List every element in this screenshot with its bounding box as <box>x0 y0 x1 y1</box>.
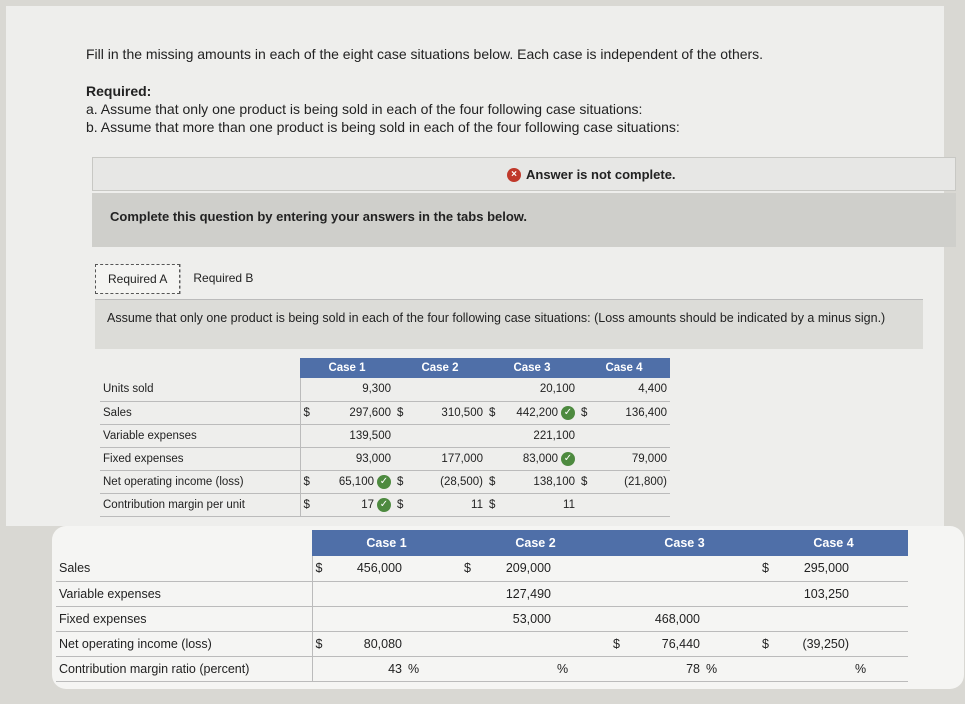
b-noi-case-3[interactable]: 76,440 <box>628 631 703 656</box>
case-2-header: Case 2 <box>394 358 486 378</box>
b-fixed-case-1[interactable] <box>330 606 405 631</box>
table-row <box>100 401 670 424</box>
row-label: Sales <box>56 556 312 581</box>
case-3-header: Case 3 <box>610 530 759 556</box>
noi-case-4[interactable]: (21,800) <box>600 470 670 493</box>
row-label: Fixed expenses <box>100 447 300 470</box>
required-a-table <box>100 358 670 517</box>
dollar-sign: $ <box>461 556 479 581</box>
error-x-icon: × <box>507 168 521 182</box>
answer-status-text: Answer is not complete. <box>526 167 676 182</box>
answer-status-banner <box>92 157 956 191</box>
cm-unit-case-3[interactable]: 11 <box>508 493 578 516</box>
tab-required-b[interactable]: Required B <box>180 264 265 294</box>
table-row <box>56 606 908 631</box>
correct-check-icon: ✓ <box>561 406 575 420</box>
dollar-sign: $ <box>610 631 628 656</box>
cm-unit-case-2[interactable]: 11 <box>416 493 486 516</box>
dollar-sign: $ <box>578 401 600 424</box>
table-row <box>56 556 908 581</box>
correct-check-icon: ✓ <box>377 498 391 512</box>
b-variable-case-1[interactable] <box>330 581 405 606</box>
table-row <box>100 424 670 447</box>
required-b-text: b. Assume that more than one product is being sold in each of the four following case situations: <box>86 119 680 135</box>
b-variable-case-4[interactable]: 103,250 <box>777 581 852 606</box>
fixed-case-4[interactable]: 79,000 <box>600 447 670 470</box>
b-variable-case-3[interactable] <box>628 581 703 606</box>
dollar-sign: $ <box>578 470 600 493</box>
b-fixed-case-4[interactable] <box>777 606 852 631</box>
noi-case-1[interactable]: 65,100 <box>338 475 374 488</box>
fixed-case-2[interactable]: 177,000 <box>416 447 486 470</box>
required-b-table <box>56 530 908 682</box>
table-row <box>56 581 908 606</box>
tab-bar <box>95 264 265 294</box>
variable-case-3[interactable]: 221,100 <box>508 424 578 447</box>
b-sales-case-4[interactable]: 295,000 <box>777 556 852 581</box>
table-row <box>56 631 908 656</box>
dollar-sign: $ <box>759 556 777 581</box>
noi-case-2[interactable]: (28,500) <box>416 470 486 493</box>
units-case-1[interactable]: 9,300 <box>322 378 394 401</box>
b-cm-ratio-case-4[interactable] <box>777 656 852 681</box>
variable-case-2[interactable] <box>416 424 486 447</box>
tab-instruction-text: Assume that only one product is being sold in each of the four following case situations: (Loss amounts should be indicated by a minus sign.) <box>107 311 886 325</box>
fixed-case-1[interactable]: 93,000 <box>322 447 394 470</box>
required-a-text: a. Assume that only one product is being sold in each of the four following case situations: <box>86 101 643 117</box>
instruction-bar <box>92 193 956 247</box>
case-2-header: Case 2 <box>461 530 610 556</box>
sales-case-4[interactable]: 136,400 <box>600 401 670 424</box>
tab-required-a[interactable]: Required A <box>95 264 180 294</box>
variable-case-4[interactable] <box>600 424 670 447</box>
noi-case-3[interactable]: 138,100 <box>508 470 578 493</box>
case-1-header: Case 1 <box>312 530 461 556</box>
dollar-sign: $ <box>759 631 777 656</box>
variable-case-1[interactable]: 139,500 <box>322 424 394 447</box>
units-case-3[interactable]: 20,100 <box>508 378 578 401</box>
table-row <box>56 656 908 681</box>
dollar-sign: $ <box>300 493 322 516</box>
b-fixed-case-3[interactable]: 468,000 <box>628 606 703 631</box>
dollar-sign: $ <box>312 631 330 656</box>
cm-unit-case-1[interactable]: 17 <box>361 498 374 511</box>
percent-sign: % <box>852 656 908 681</box>
dollar-sign: $ <box>300 401 322 424</box>
required-title: Required: <box>86 83 152 99</box>
b-cm-ratio-case-1[interactable]: 43 <box>330 656 405 681</box>
intro-text: Fill in the missing amounts in each of the eight case situations below. Each case is independent of the others. <box>86 46 764 62</box>
table-row <box>100 447 670 470</box>
sales-case-1[interactable]: 297,600 <box>322 401 394 424</box>
units-case-4[interactable]: 4,400 <box>600 378 670 401</box>
correct-check-icon: ✓ <box>377 475 391 489</box>
dollar-sign: $ <box>394 493 416 516</box>
instruction-text: Complete this question by entering your answers in the tabs below. <box>110 209 528 224</box>
units-case-2[interactable] <box>416 378 486 401</box>
dollar-sign: $ <box>394 401 416 424</box>
dollar-sign: $ <box>312 556 330 581</box>
case-1-header: Case 1 <box>300 358 394 378</box>
b-sales-case-1[interactable]: 456,000 <box>330 556 405 581</box>
b-cm-ratio-case-3[interactable]: 78 <box>628 656 703 681</box>
table-row <box>100 470 670 493</box>
row-label: Net operating income (loss) <box>56 631 312 656</box>
case-4-header: Case 4 <box>759 530 908 556</box>
fixed-case-3[interactable]: 83,000 <box>522 452 558 465</box>
b-sales-case-3[interactable] <box>628 556 703 581</box>
dollar-sign: $ <box>300 470 322 493</box>
dollar-sign: $ <box>394 470 416 493</box>
table-row <box>100 493 670 516</box>
dollar-sign: $ <box>486 401 508 424</box>
b-noi-case-1[interactable]: 80,080 <box>330 631 405 656</box>
row-label: Contribution margin per unit <box>100 493 300 516</box>
dollar-sign: $ <box>486 470 508 493</box>
sales-case-2[interactable]: 310,500 <box>416 401 486 424</box>
percent-sign: % <box>703 656 759 681</box>
b-noi-case-4[interactable]: (39,250) <box>777 631 852 656</box>
cm-unit-case-4[interactable] <box>600 493 670 516</box>
case-3-header: Case 3 <box>486 358 578 378</box>
row-label: Variable expenses <box>100 424 300 447</box>
row-label: Fixed expenses <box>56 606 312 631</box>
b-sales-case-2[interactable]: 209,000 <box>479 556 554 581</box>
row-label: Variable expenses <box>56 581 312 606</box>
b-cm-ratio-case-2[interactable] <box>479 656 554 681</box>
b-variable-case-2[interactable]: 127,490 <box>479 581 554 606</box>
case-4-header: Case 4 <box>578 358 670 378</box>
row-label: Contribution margin ratio (percent) <box>56 656 312 681</box>
percent-sign: % <box>405 656 461 681</box>
percent-sign: % <box>554 656 610 681</box>
dollar-sign: $ <box>486 493 508 516</box>
sales-case-3[interactable]: 442,200 <box>516 406 558 419</box>
b-fixed-case-2[interactable]: 53,000 <box>479 606 554 631</box>
correct-check-icon: ✓ <box>561 452 575 466</box>
row-label: Units sold <box>100 378 300 401</box>
b-noi-case-2[interactable] <box>479 631 554 656</box>
row-label: Net operating income (loss) <box>100 470 300 493</box>
table-row <box>100 378 670 401</box>
row-label: Sales <box>100 401 300 424</box>
tab-instruction-box <box>95 299 923 349</box>
